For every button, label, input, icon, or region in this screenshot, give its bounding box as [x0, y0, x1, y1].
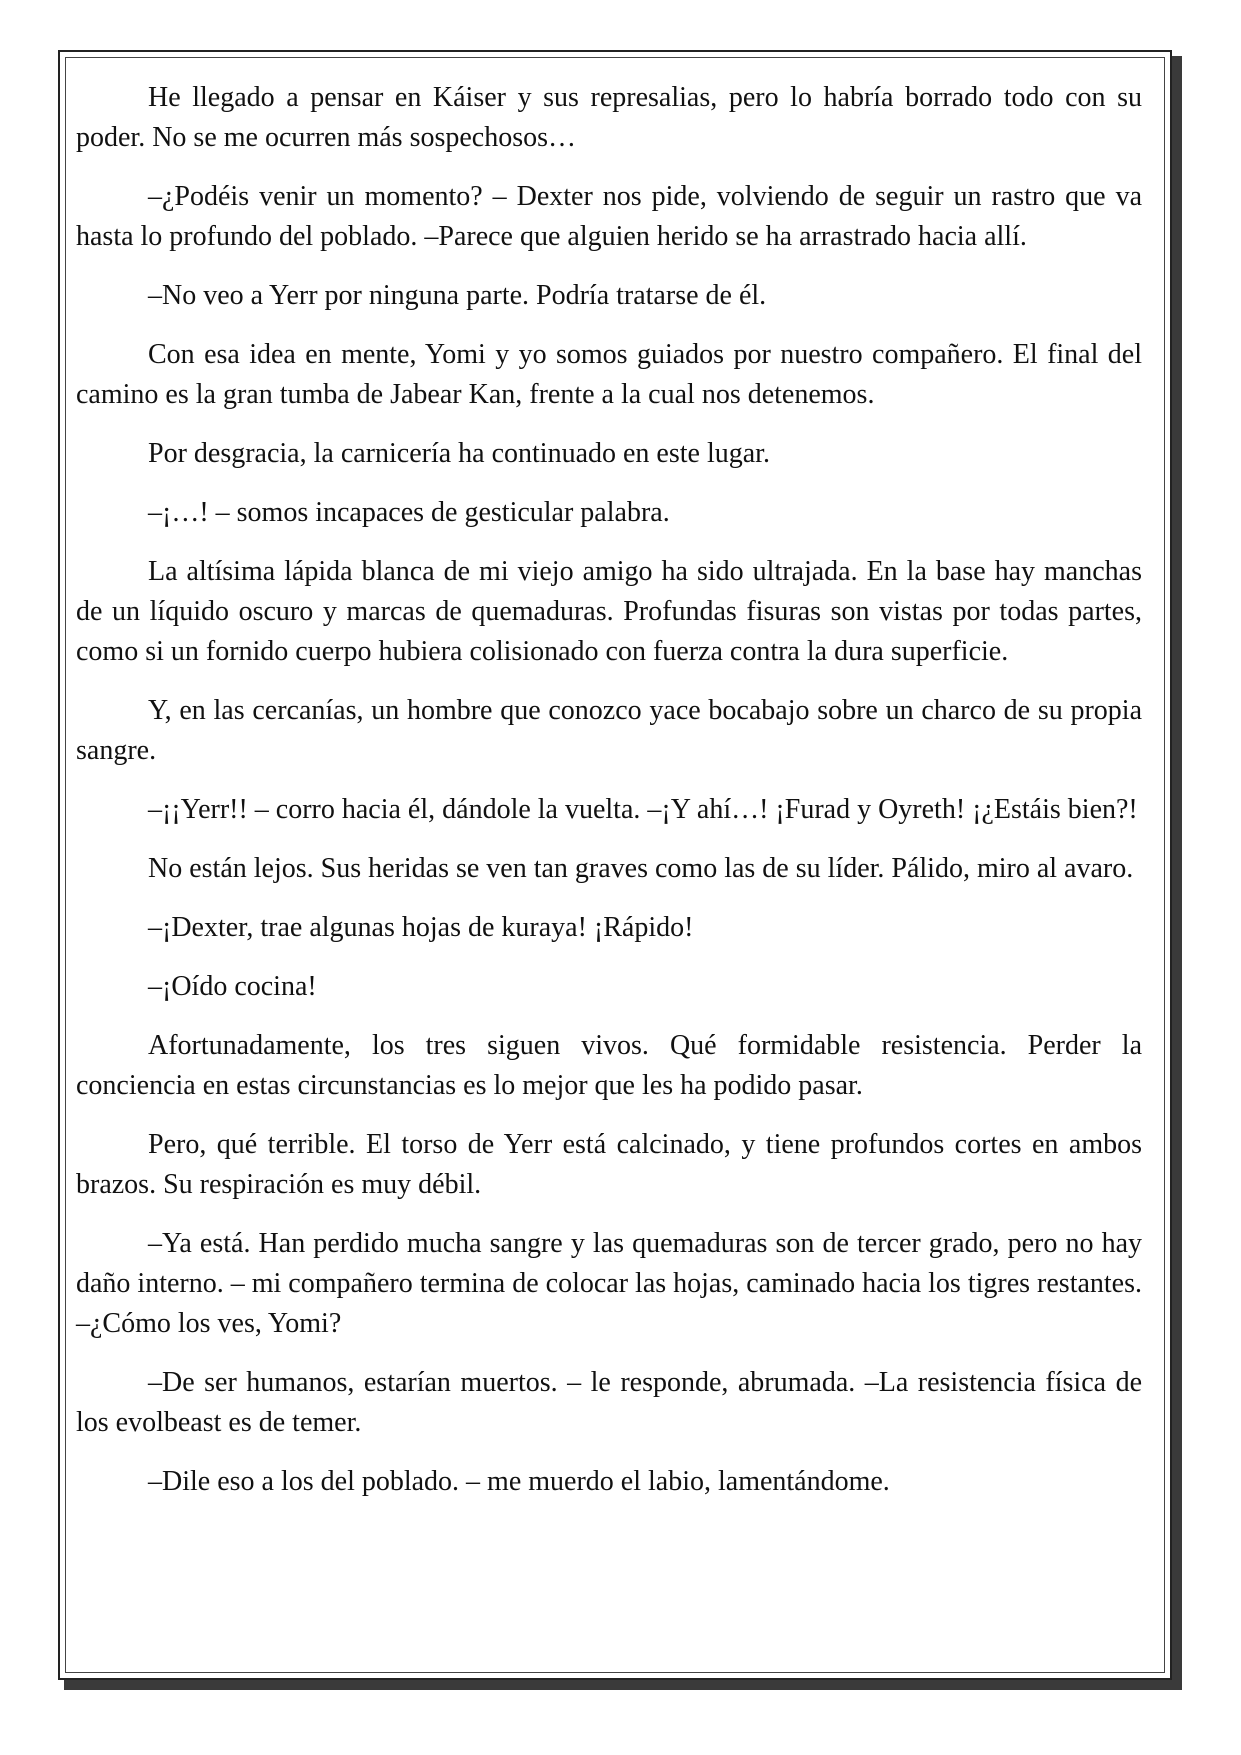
paragraph: Con esa idea en mente, Yomi y yo somos guiados por nuestro compañero. El final del camino es la gran tumba de Jabear Kan, frente a la cual nos detenemos.	[76, 339, 1142, 410]
paragraph: Afortunadamente, los tres siguen vivos. Qué formidable resistencia. Perder la conciencia en estas circunstancias es lo mejor que les ha podido pasar.	[76, 1030, 1142, 1101]
paragraph: –¡Oído cocina!	[148, 971, 317, 1002]
body-text	[76, 78, 1142, 1521]
paragraph: La altísima lápida blanca de mi viejo amigo ha sido ultrajada. En la base hay manchas de un líquido oscuro y marcas de quemaduras. Profundas fisuras son vistas por todas partes, como si un fornido cuerpo hubiera colisionado con fuerza contra la dura superficie.	[76, 556, 1142, 667]
paragraph: Por desgracia, la carnicería ha continuado en este lugar.	[148, 438, 770, 469]
paragraph: –Ya está. Han perdido mucha sangre y las quemaduras son de tercer grado, pero no hay daño interno. – mi compañero termina de colocar las hojas, caminado hacia los tigres restantes. –¿Cómo los ves, Yomi?	[76, 1228, 1142, 1339]
paragraph: –¡Dexter, trae algunas hojas de kuraya! ¡Rápido!	[148, 912, 694, 943]
paragraph: Pero, qué terrible. El torso de Yerr está calcinado, y tiene profundos cortes en ambos brazos. Su respiración es muy débil.	[76, 1129, 1142, 1200]
paragraph: –¿Podéis venir un momento? – Dexter nos pide, volviendo de seguir un rastro que va hasta lo profundo del poblado. –Parece que alguien herido se ha arrastrado hacia allí.	[76, 181, 1142, 252]
paragraph: Y, en las cercanías, un hombre que conozco yace bocabajo sobre un charco de su propia sangre.	[76, 695, 1142, 766]
paragraph: –De ser humanos, estarían muertos. – le responde, abrumada. –La resistencia física de los evolbeast es de temer.	[76, 1367, 1142, 1438]
paragraph: –No veo a Yerr por ninguna parte. Podría tratarse de él.	[148, 280, 767, 311]
paragraph: He llegado a pensar en Káiser y sus represalias, pero lo habría borrado todo con su poder. No se me ocurren más sospechosos…	[76, 82, 1142, 153]
page-frame	[58, 50, 1172, 1680]
paragraph: –¡…! – somos incapaces de gesticular palabra.	[148, 497, 670, 528]
paragraph: –¡¡Yerr!! – corro hacia él, dándole la vuelta. –¡Y ahí…! ¡Furad y Oyreth! ¡¿Estáis bien?!	[148, 794, 1138, 825]
paragraph: –Dile eso a los del poblado. – me muerdo el labio, lamentándome.	[148, 1466, 890, 1497]
paragraph: No están lejos. Sus heridas se ven tan graves como las de su líder. Pálido, miro al avaro.	[148, 853, 1134, 884]
